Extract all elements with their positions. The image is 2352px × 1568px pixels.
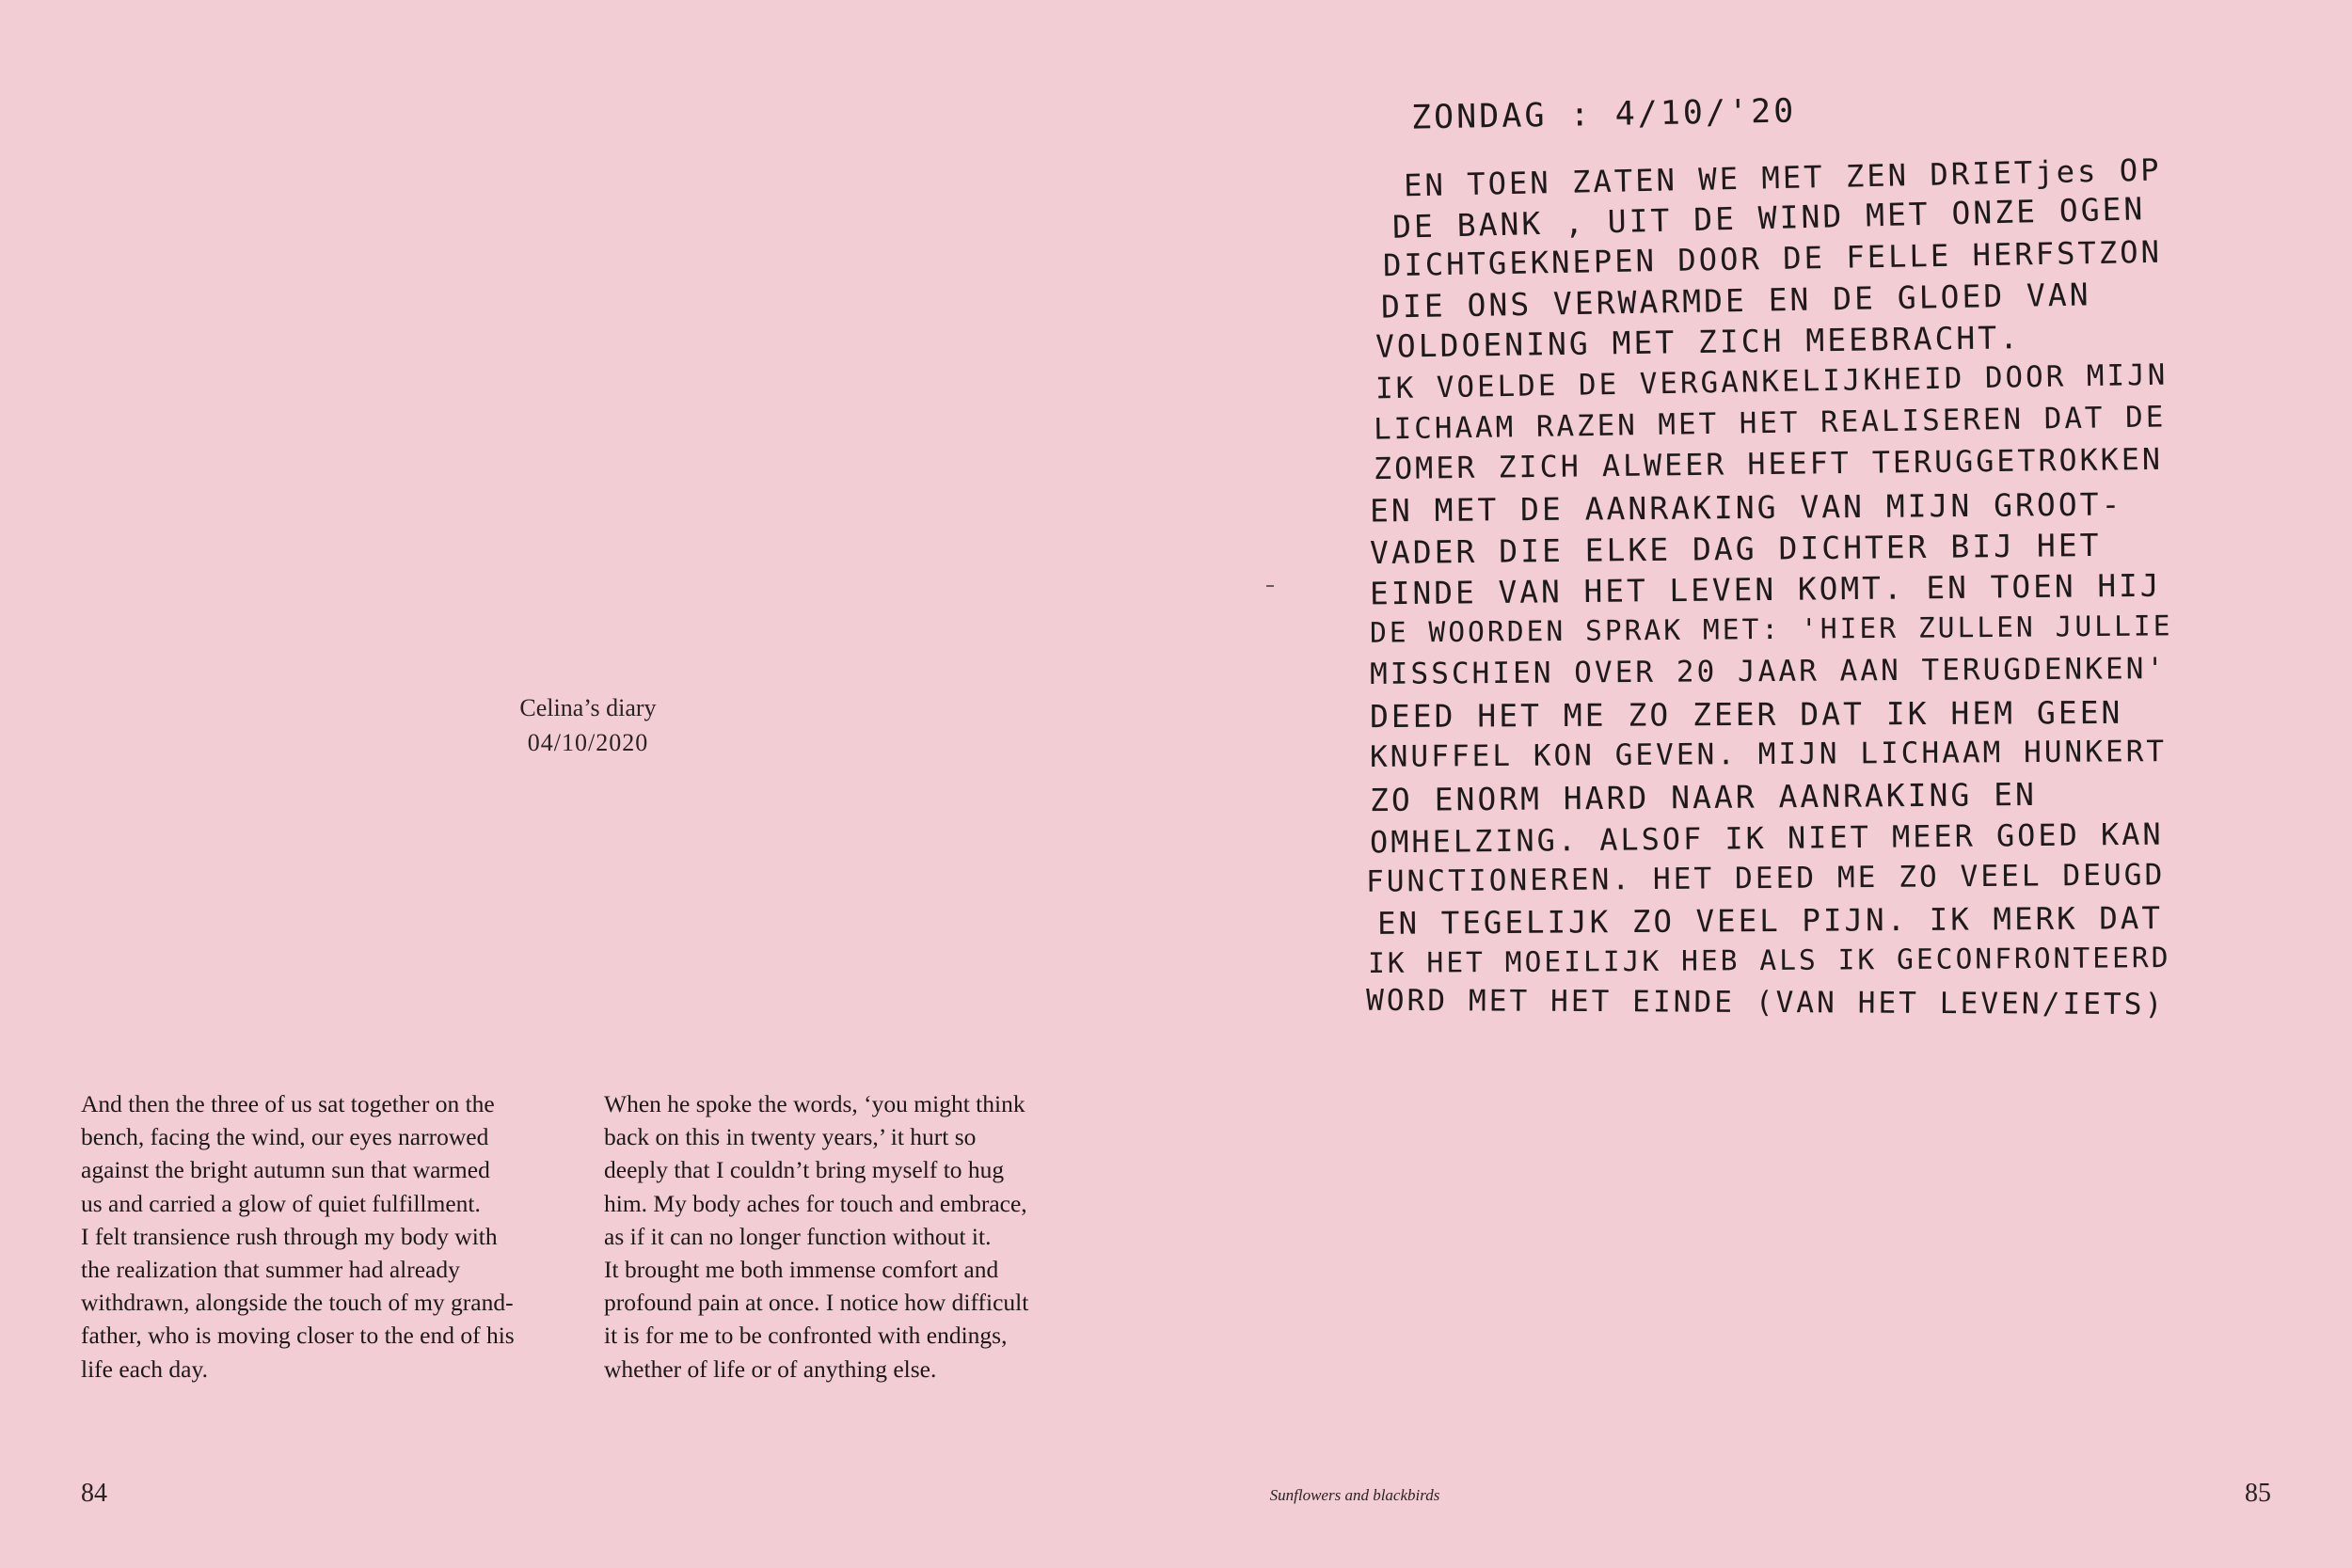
text-line: back on this in twenty years,’ it hurt so [604,1123,977,1151]
handwritten-line: EN TOEN ZATEN WE MET ZEN DRIETjes OP [1403,151,2162,204]
text-line: as if it can no longer function without it. [604,1222,992,1250]
text-line: father, who is moving closer to the end of his [81,1322,515,1350]
handwritten-line: DE WOORDEN SPRAK MET: 'HIER ZULLEN JULLIE [1369,610,2173,649]
text-line: bench, facing the wind, our eyes narrowed [81,1123,489,1151]
page-number-right: 85 [2245,1479,2271,1508]
translation-column-left [81,1087,589,1386]
caption-title: Celina’s diary [519,694,657,721]
text-line: life each day. [81,1354,208,1383]
handwritten-line: IK HET MOEILIJK HEB ALS IK GECONFRONTEERD [1367,942,2171,979]
handwritten-line: FUNCTIONEREN. HET DEED ME ZO VEEL DEUGD [1365,858,2166,899]
text-line: When he spoke the words, ‘you might think [604,1090,1025,1117]
handwritten-diary-page [1355,85,2173,1072]
text-line: withdrawn, alongside the touch of my grand- [81,1289,514,1317]
running-title: Sunflowers and blackbirds [1269,1486,1440,1504]
handwritten-line: OMHELZING. ALSOF IK NIET MEER GOED KAN [1369,816,2164,861]
text-line: the realization that summer had already [81,1256,460,1284]
text-line: I felt transience rush through my body with [81,1222,498,1250]
handwritten-line: EN TEGELIJK ZO VEEL PIJN. IK MERK DAT [1376,900,2164,942]
text-line: it is for me to be confronted with endings, [604,1322,1008,1350]
text-line: us and carried a glow of quiet fulfillment. [81,1189,481,1217]
handwritten-line: IK VOELDE DE VERGANKELIJKHEID DOOR MIJN [1375,357,2169,406]
page-number-left: 84 [81,1479,107,1508]
text-line: deeply that I couldn’t bring myself to hug [604,1156,1005,1184]
handwritten-line: KNUFFEL KON GEVEN. MIJN LICHAAM HUNKERT [1369,735,2168,774]
handwritten-line: VADER DIE ELKE DAG DICHTER BIJ HET [1369,526,2102,572]
translation-column-right [604,1087,1112,1386]
handwritten-line: EN MET DE AANRAKING VAN MIJN GROOT- [1369,485,2123,530]
handwritten-line: WORD MET HET EINDE (VAN HET LEVEN/IETS) [1365,983,2166,1022]
handwritten-line: VOLDOENING MET ZICH MEEBRACHT. [1375,319,2022,365]
handwritten-date: ZONDAG : 4/10/'20 [1410,92,1797,137]
handwritten-line: DICHTGEKNEPEN DOOR DE FELLE HERFSTZON [1382,233,2163,284]
handwritten-line: DE BANK , UIT DE WIND MET ONZE OGEN [1391,190,2146,245]
text-line: against the bright autumn sun that warmed [81,1156,490,1184]
handwritten-line: ZO ENORM HARD NAAR AANRAKING EN [1369,775,2038,819]
caption-date: 04/10/2020 [527,729,649,756]
handwritten-line: ZOMER ZICH ALWEER HEEFT TERUGGETROKKEN [1373,442,2164,487]
stray-pen-mark [1266,585,1274,587]
diary-caption [447,690,729,760]
text-line: And then the three of us sat together on the [81,1090,495,1117]
handwritten-line: DEED HET ME ZO ZEER DAT IK HEM GEEN [1369,693,2123,736]
handwritten-line: LICHAAM RAZEN MET HET REALISEREN DAT DE [1373,400,2167,447]
text-line: whether of life or of anything else. [604,1354,937,1383]
text-line: him. My body aches for touch and embrace, [604,1189,1027,1217]
text-line: profound pain at once. I notice how difficult [604,1289,1029,1317]
handwritten-line: MISSCHIEN OVER 20 JAAR AAN TERUGDENKEN' [1369,652,2168,691]
text-line: It brought me both immense comfort and [604,1256,999,1284]
handwritten-line: EINDE VAN HET LEVEN KOMT. EN TOEN HIJ [1369,567,2162,612]
handwritten-line: DIE ONS VERWARMDE EN DE GLOED VAN [1380,276,2091,325]
